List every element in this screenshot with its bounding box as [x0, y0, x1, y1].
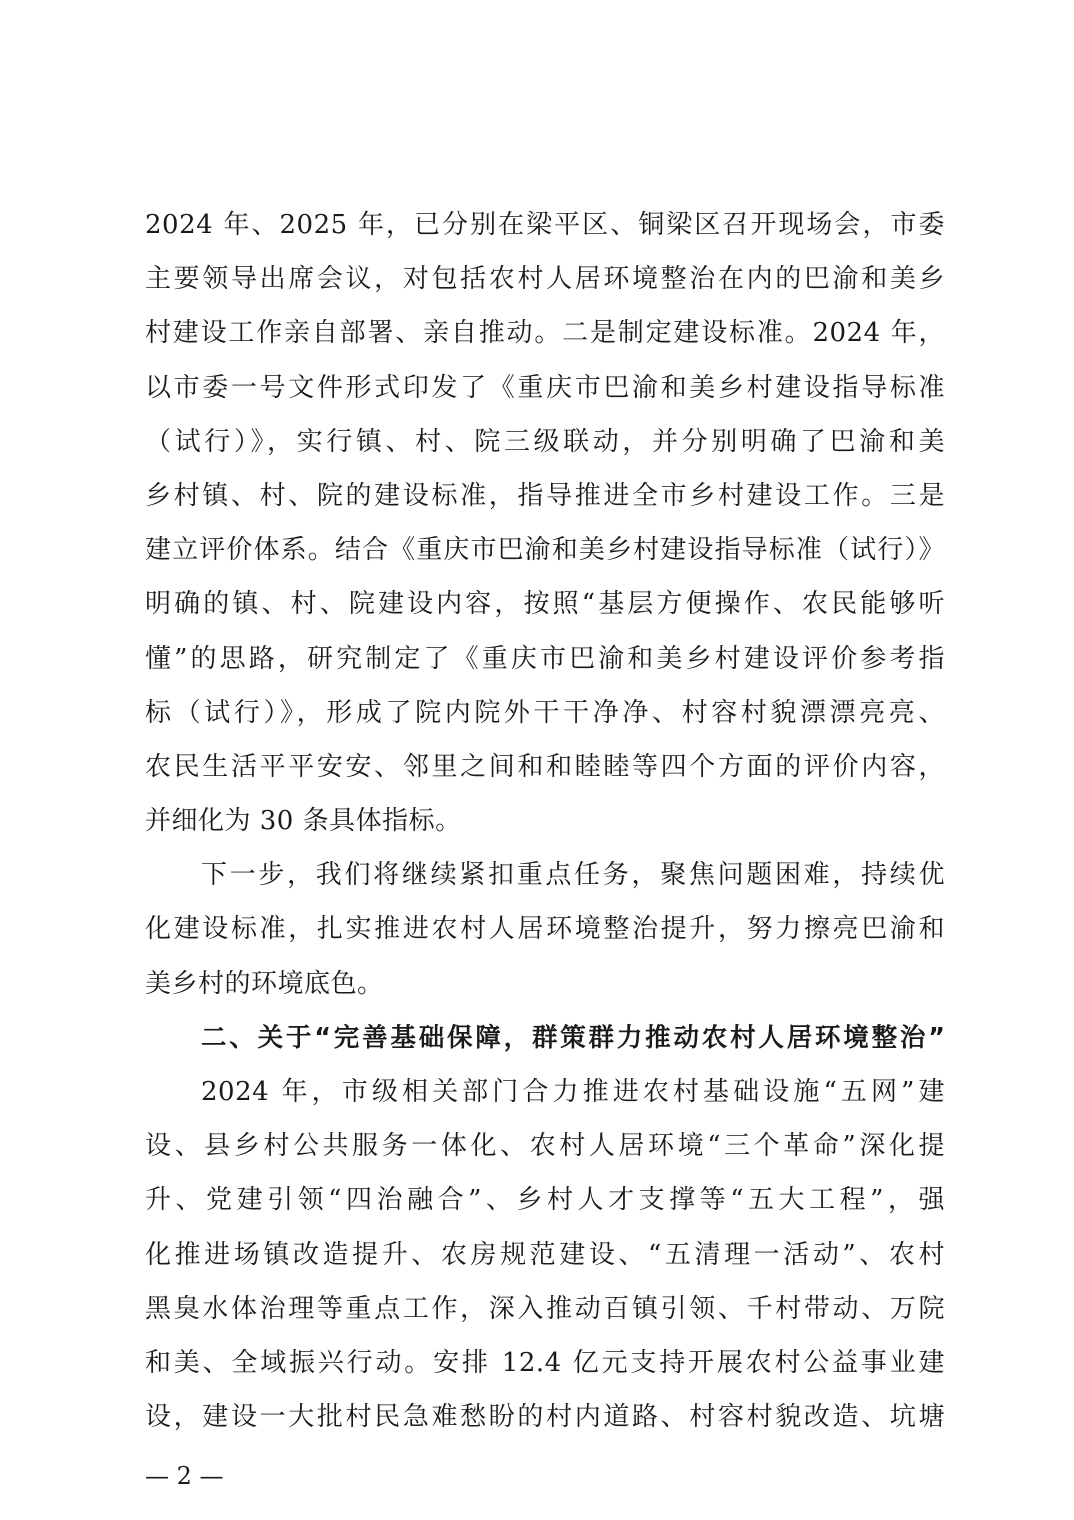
body-line: 建立评价体系。结合《重庆市巴渝和美乡村建设指导标准（试行）》	[145, 535, 945, 566]
body-line: 升、党建引领“四治融合”、乡村人才支撑等“五大工程”，强	[145, 1185, 945, 1216]
body-line: 主要领导出席会议，对包括农村人居环境整治在内的巴渝和美乡	[145, 264, 945, 295]
paragraph-end-line: 并细化为 30 条具体指标。	[145, 806, 462, 837]
body-line: 乡村镇、村、院的建设标准，指导推进全市乡村建设工作。三是	[145, 480, 945, 511]
body-line: 化建设标准，扎实推进农村人居环境整治提升，努力擦亮巴渝和	[145, 914, 945, 945]
body-line: （试行）》，实行镇、村、院三级联动，并分别明确了巴渝和美	[145, 426, 945, 457]
paragraph-end-line: 美乡村的环境底色。	[145, 968, 384, 999]
body-line: 标（试行）》，形成了院内院外干干净净、村容村貌漂漂亮亮、	[145, 697, 945, 728]
body-line: 村建设工作亲自部署、亲自推动。二是制定建设标准。2024 年，	[145, 318, 945, 349]
body-line: 农民生活平平安安、邻里之间和和睦睦等四个方面的评价内容，	[145, 751, 945, 782]
paragraph-start-line: 2024 年，市级相关部门合力推进农村基础设施“五网”建	[201, 1077, 945, 1107]
body-line: 以市委一号文件形式印发了《重庆市巴渝和美乡村建设指导标准	[145, 372, 945, 403]
body-line: 设，建设一大批村民急难愁盼的村内道路、村容村貌改造、坑塘	[145, 1402, 945, 1433]
section-heading: 二、关于“完善基础保障，群策群力推动农村人居环境整治”	[201, 1022, 945, 1053]
body-line: 2024 年、2025 年，已分别在梁平区、铜梁区召开现场会，市委	[145, 210, 945, 240]
body-line: 黑臭水体治理等重点工作，深入推动百镇引领、千村带动、万院	[145, 1293, 945, 1324]
page-number: — 2 —	[145, 1462, 224, 1490]
body-line: 化推进场镇改造提升、农房规范建设、“五清理一活动”、农村	[145, 1239, 945, 1270]
body-line: 明确的镇、村、院建设内容，按照“基层方便操作、农民能够听	[145, 589, 945, 620]
body-line: 设、县乡村公共服务一体化、农村人居环境“三个革命”深化提	[145, 1131, 945, 1162]
paragraph-start-line: 下一步，我们将继续紧扣重点任务，聚焦问题困难，持续优	[201, 860, 945, 891]
body-line: 和美、全域振兴行动。安排 12.4 亿元支持开展农村公益事业建	[145, 1347, 945, 1378]
body-line: 懂”的思路，研究制定了《重庆市巴渝和美乡村建设评价参考指	[145, 643, 945, 674]
document-body	[145, 198, 945, 1444]
